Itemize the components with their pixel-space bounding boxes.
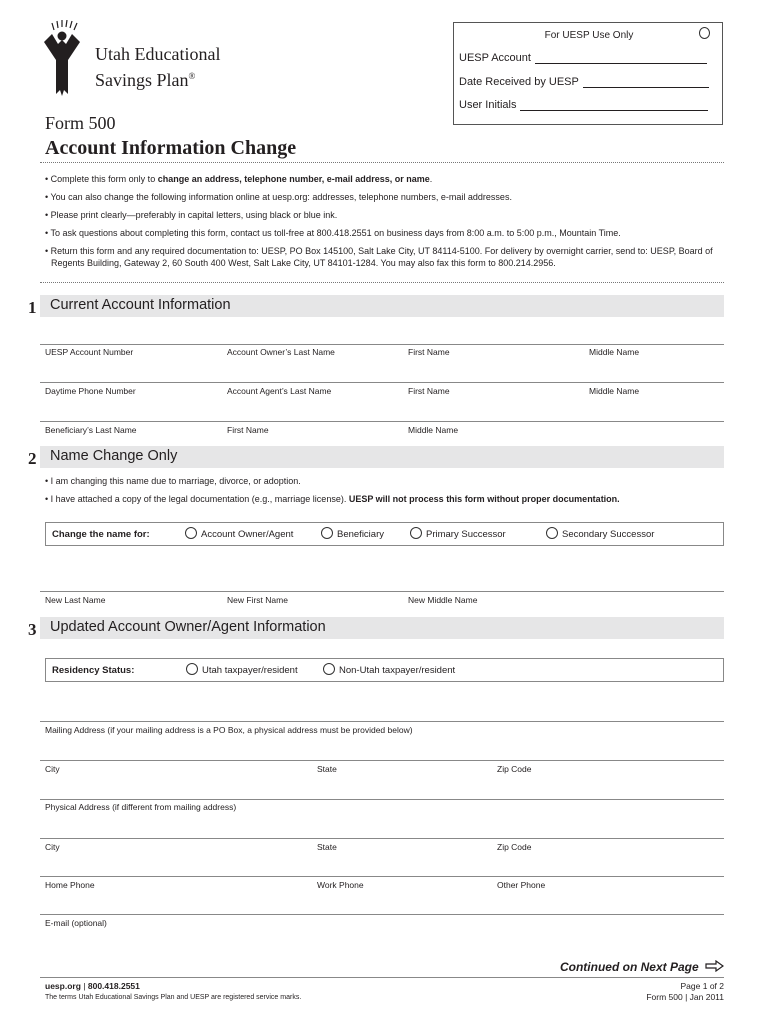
change-name-for-group xyxy=(45,522,724,546)
radio-circle-icon[interactable] xyxy=(186,663,198,675)
radio-beneficiary[interactable]: Beneficiary xyxy=(321,527,384,540)
section-3-title: Updated Account Owner/Agent Information xyxy=(50,619,326,635)
uesp-logo-icon xyxy=(40,20,86,96)
field-line xyxy=(40,421,724,422)
section-2-number: 2 xyxy=(28,449,37,468)
mailing-address-field[interactable]: Mailing Address (if your mailing address is a PO Box, a physical address must be provided below) xyxy=(45,725,413,735)
residency-status-label: Residency Status: xyxy=(52,665,135,676)
beneficiary-last-name-field[interactable]: Beneficiary’s Last Name xyxy=(45,425,137,435)
footer-phone: 800.418.2551 xyxy=(87,981,140,991)
agent-last-name-field[interactable]: Account Agent’s Last Name xyxy=(227,386,332,396)
mailing-state-field[interactable]: State xyxy=(317,764,337,774)
name-change-reason: • I am changing this name due to marriage, divorce, or adoption. xyxy=(45,476,301,486)
footer-divider xyxy=(40,977,724,978)
logo-line-2: Savings Plan® xyxy=(95,70,196,90)
logo-line-1: Utah Educational xyxy=(95,44,221,64)
mailing-city-field[interactable]: City xyxy=(45,764,60,774)
radio-secondary-successor[interactable]: Secondary Successor xyxy=(546,527,654,540)
field-line xyxy=(40,344,724,345)
radio-non-utah-resident[interactable]: Non-Utah taxpayer/resident xyxy=(323,663,455,676)
field-line xyxy=(40,591,724,592)
footer-left: uesp.org | 800.418.2551 The terms Utah Educational Savings Plan and UESP are registered service marks. xyxy=(45,981,302,1001)
change-name-for-label: Change the name for: xyxy=(52,529,150,540)
user-initials-field[interactable]: User Initials xyxy=(459,99,708,111)
work-phone-field[interactable]: Work Phone xyxy=(317,880,364,890)
instruction-2: • You can also change the following information online at uesp.org: addresses, telephone numbers, e-mail addresses. xyxy=(45,192,512,202)
other-phone-field[interactable]: Other Phone xyxy=(497,880,546,890)
section-3-number: 3 xyxy=(28,620,37,639)
field-line xyxy=(40,760,724,761)
physical-address-field[interactable]: Physical Address (if different from mailing address) xyxy=(45,802,237,812)
title-divider xyxy=(40,162,724,163)
radio-primary-successor[interactable]: Primary Successor xyxy=(410,527,506,540)
section-1-number: 1 xyxy=(28,298,37,317)
footer-right xyxy=(646,981,724,1003)
physical-zip-field[interactable]: Zip Code xyxy=(497,842,532,852)
instruction-5: • Return this form and any required documentation to: UESP, PO Box 145100, Salt Lake City, UT 84114-5100. For delivery by overnight carrier, send to: UESP, Board of Regents Building, Gateway 2, 60 South 400 West, Salt Lake City, UT 84101-1284. You may also fax this form to 800.214.2956. xyxy=(45,246,713,268)
agent-middle-name-field[interactable]: Middle Name xyxy=(589,386,640,396)
field-line xyxy=(40,382,724,383)
beneficiary-first-name-field[interactable]: First Name xyxy=(227,425,269,435)
date-received-field[interactable]: Date Received by UESP xyxy=(459,76,709,88)
radio-account-owner-agent[interactable]: Account Owner/Agent xyxy=(185,527,293,540)
instructions-list xyxy=(45,173,725,275)
radio-utah-resident[interactable]: Utah taxpayer/resident xyxy=(186,663,298,676)
office-use-title: For UESP Use Only xyxy=(544,30,634,41)
physical-state-field[interactable]: State xyxy=(317,842,337,852)
home-phone-field[interactable]: Home Phone xyxy=(45,880,95,890)
field-line xyxy=(40,838,724,839)
instruction-1: • Complete this form only to change an address, telephone number, e-mail address, or name. xyxy=(45,174,433,184)
radio-circle-icon[interactable] xyxy=(546,527,558,539)
radio-circle-icon[interactable] xyxy=(323,663,335,675)
radio-circle-icon[interactable] xyxy=(321,527,333,539)
mailing-zip-field[interactable]: Zip Code xyxy=(497,764,532,774)
new-first-name-field[interactable]: New First Name xyxy=(227,595,288,605)
documentation-note: • I have attached a copy of the legal documentation (e.g., marriage license). UESP will not process this form without proper documentation. xyxy=(45,494,620,504)
field-line xyxy=(40,799,724,800)
intro-divider xyxy=(40,282,724,283)
field-line xyxy=(40,914,724,915)
instruction-4: • To ask questions about completing this form, contact us toll-free at 800.418.2551 on business days from 8:00 a.m. to 5:00 p.m., Mountain Time. xyxy=(45,228,621,238)
page-number: Page 1 of 2 xyxy=(680,981,724,991)
logo-wordmark xyxy=(95,43,220,91)
email-field[interactable]: E-mail (optional) xyxy=(45,918,107,928)
radio-circle-icon[interactable] xyxy=(410,527,422,539)
page-title: Account Information Change xyxy=(45,137,297,159)
field-line xyxy=(40,721,724,722)
field-line xyxy=(40,876,724,877)
residency-status-group xyxy=(45,658,724,682)
daytime-phone-field[interactable]: Daytime Phone Number xyxy=(45,386,136,396)
uesp-account-number-field[interactable]: UESP Account Number xyxy=(45,347,134,357)
physical-city-field[interactable]: City xyxy=(45,842,60,852)
agent-first-name-field[interactable]: First Name xyxy=(408,386,450,396)
office-use-box xyxy=(453,22,723,125)
form-number: Form 500 xyxy=(45,113,116,133)
continued-on-next-page: Continued on Next Page xyxy=(560,960,724,974)
section-2-title: Name Change Only xyxy=(50,448,178,464)
new-middle-name-field[interactable]: New Middle Name xyxy=(408,595,478,605)
owner-middle-name-field[interactable]: Middle Name xyxy=(589,347,640,357)
owner-first-name-field[interactable]: First Name xyxy=(408,347,450,357)
form-revision: Form 500 | Jan 2011 xyxy=(646,992,724,1002)
arrow-right-icon xyxy=(705,960,724,972)
uesp-account-field[interactable]: UESP Account xyxy=(459,52,707,64)
footer-website: uesp.org xyxy=(45,981,81,991)
new-last-name-field[interactable]: New Last Name xyxy=(45,595,106,605)
trademark-note: The terms Utah Educational Savings Plan and UESP are registered service marks. xyxy=(45,994,302,1001)
section-1-title: Current Account Information xyxy=(50,297,231,313)
instruction-3: • Please print clearly—preferably in capital letters, using black or blue ink. xyxy=(45,210,338,220)
owner-last-name-field[interactable]: Account Owner’s Last Name xyxy=(227,347,335,357)
radio-circle-icon[interactable] xyxy=(185,527,197,539)
beneficiary-middle-name-field[interactable]: Middle Name xyxy=(408,425,459,435)
office-use-circle-icon xyxy=(699,27,710,39)
